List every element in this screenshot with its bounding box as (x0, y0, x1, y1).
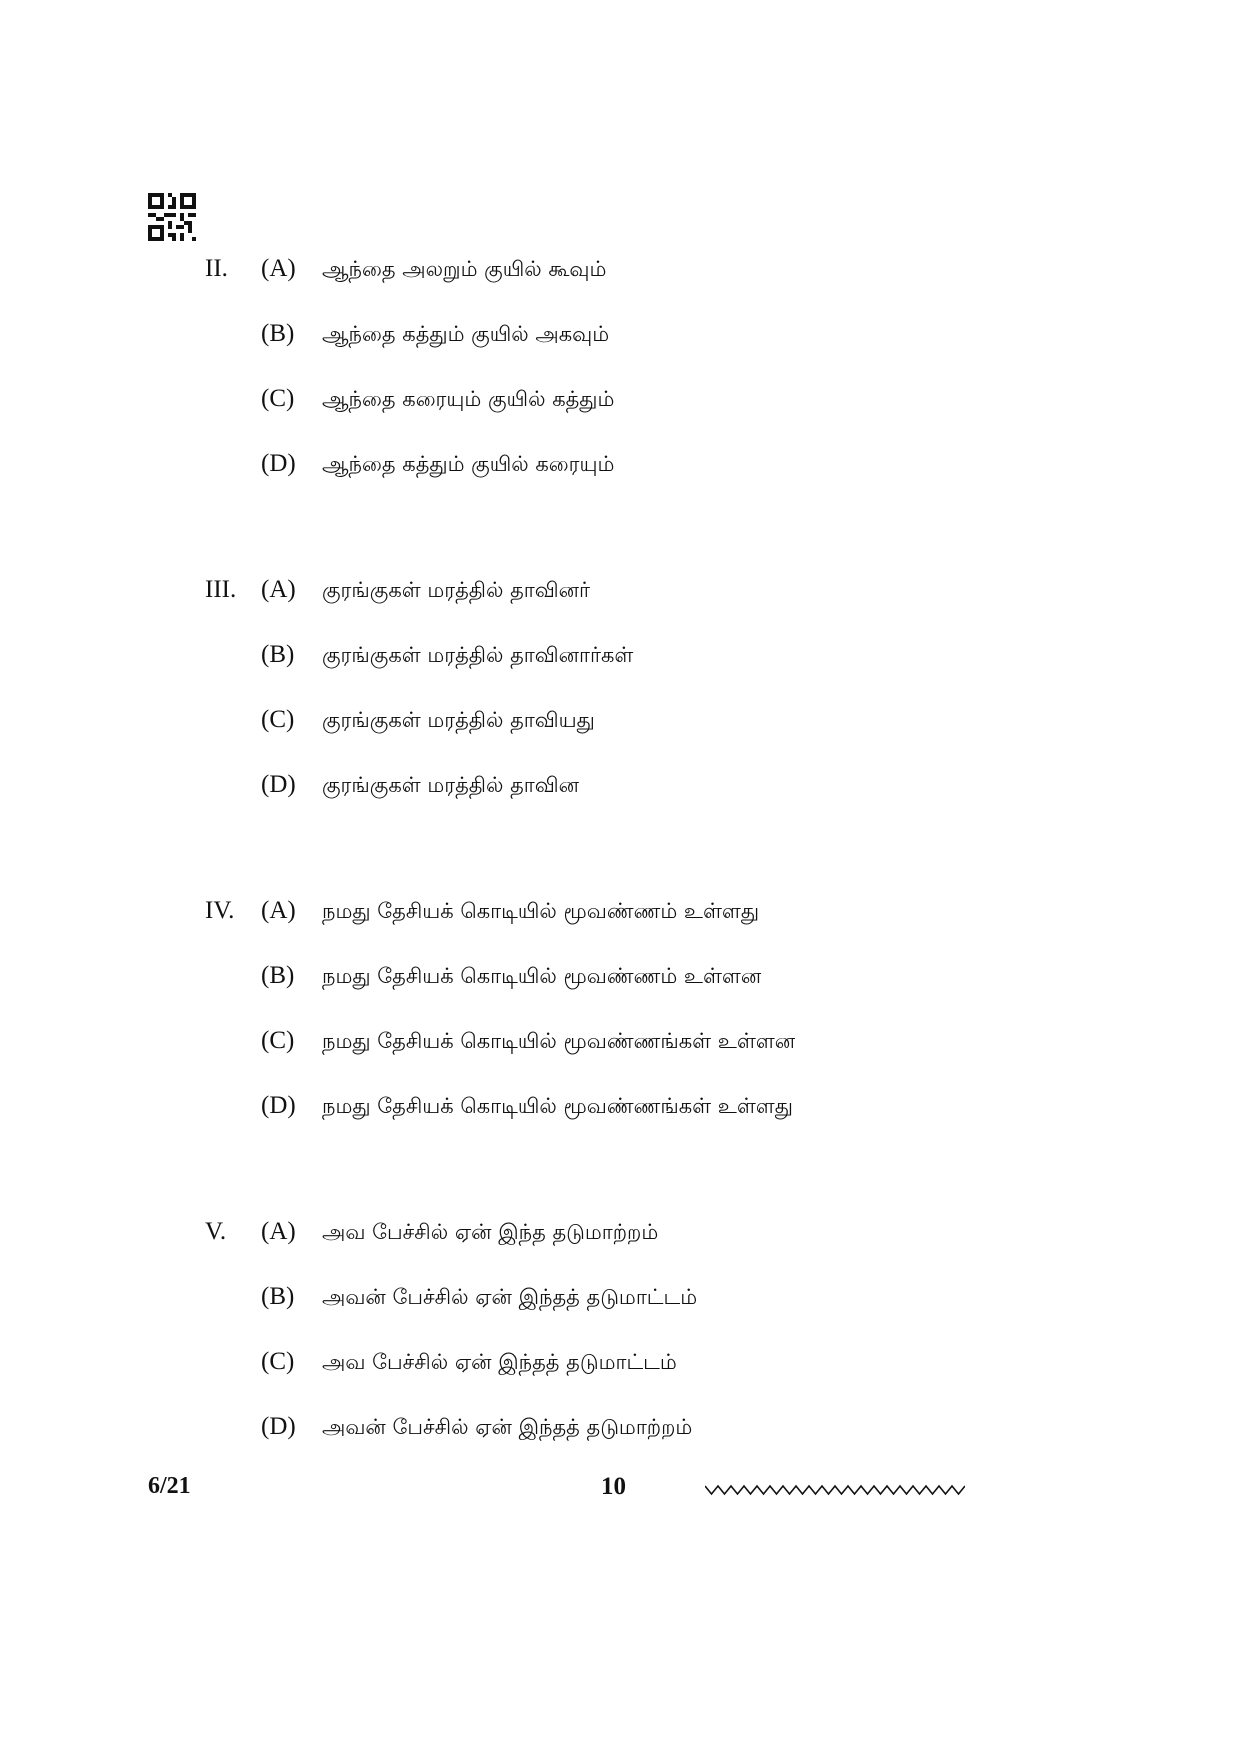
option-label: (A) (261, 1218, 296, 1245)
option-label: (D) (261, 1092, 296, 1119)
option-d (205, 1092, 1005, 1132)
option-d (205, 1413, 1005, 1453)
option-label: (A) (261, 576, 296, 603)
option-d (205, 450, 1005, 490)
option-b (205, 641, 1005, 681)
question-number: II. (205, 255, 228, 282)
option-text: அவ பேச்சில் ஏன் இந்தத் தடுமாட்டம் (322, 1350, 677, 1374)
option-b (205, 962, 1005, 1002)
option-a (205, 576, 1005, 616)
option-c (205, 706, 1005, 746)
option-text: குரங்குகள் மரத்தில் தாவியது (322, 708, 595, 732)
option-text: குரங்குகள் மரத்தில் தாவின (322, 773, 580, 797)
wavy-line-decoration (705, 1483, 965, 1497)
option-d (205, 771, 1005, 811)
option-text: நமது தேசியக் கொடியில் மூவண்ணங்கள் உள்ளது (322, 1094, 793, 1118)
option-label: (A) (261, 255, 296, 282)
option-label: (B) (261, 320, 295, 347)
option-text: குரங்குகள் மரத்தில் தாவினர் (322, 578, 590, 602)
question-number: III. (205, 576, 237, 603)
option-label: (A) (261, 897, 296, 924)
option-c (205, 385, 1005, 425)
paper-code: 6/21 (148, 1473, 191, 1499)
option-label: (C) (261, 1348, 295, 1375)
option-label: (D) (261, 450, 296, 477)
option-text: ஆந்தை கத்தும் குயில் கரையும் (322, 452, 615, 476)
page-number: 10 (601, 1473, 626, 1500)
option-a (205, 1218, 1005, 1258)
option-label: (C) (261, 706, 295, 733)
option-text: ஆந்தை கரையும் குயில் கத்தும் (322, 387, 615, 411)
question-number: IV. (205, 897, 235, 924)
option-label: (B) (261, 641, 295, 668)
option-b (205, 320, 1005, 360)
option-label: (B) (261, 962, 295, 989)
option-text: அவன் பேச்சில் ஏன் இந்தத் தடுமாற்றம் (322, 1415, 693, 1439)
option-text: நமது தேசியக் கொடியில் மூவண்ணம் உள்ளது (322, 899, 760, 923)
option-a (205, 255, 1005, 295)
option-b (205, 1283, 1005, 1323)
option-a (205, 897, 1005, 937)
option-label: (D) (261, 771, 296, 798)
option-text: அவ பேச்சில் ஏன் இந்த தடுமாற்றம் (322, 1220, 659, 1244)
option-c (205, 1348, 1005, 1388)
option-label: (B) (261, 1283, 295, 1310)
option-text: நமது தேசியக் கொடியில் மூவண்ணங்கள் உள்ளன (322, 1029, 796, 1053)
option-label: (D) (261, 1413, 296, 1440)
option-label: (C) (261, 1027, 295, 1054)
option-c (205, 1027, 1005, 1067)
qr-code-icon (148, 193, 196, 241)
option-label: (C) (261, 385, 295, 412)
question-number: V. (205, 1218, 227, 1245)
option-text: குரங்குகள் மரத்தில் தாவினார்கள் (322, 643, 634, 667)
option-text: அவன் பேச்சில் ஏன் இந்தத் தடுமாட்டம் (322, 1285, 698, 1309)
option-text: ஆந்தை கத்தும் குயில் அகவும் (322, 322, 610, 346)
option-text: ஆந்தை அலறும் குயில் கூவும் (322, 257, 607, 281)
option-text: நமது தேசியக் கொடியில் மூவண்ணம் உள்ளன (322, 964, 762, 988)
